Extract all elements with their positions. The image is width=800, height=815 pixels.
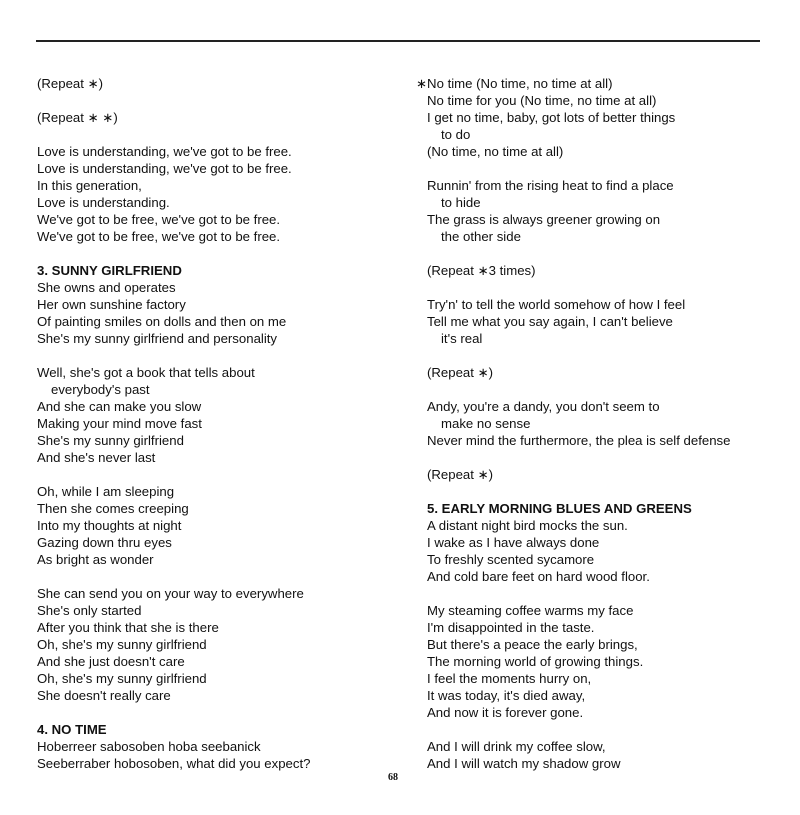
song-title: 4. NO TIME <box>37 722 107 737</box>
lyric-stanza <box>37 75 397 92</box>
lyric-line: Love is understanding, we've got to be free. <box>37 144 292 159</box>
lyric-line: it's real <box>441 331 483 346</box>
lyric-line: Try'n' to tell the world somehow of how I feel <box>427 297 686 312</box>
lyric-line: And I will watch my shadow grow <box>427 756 621 771</box>
lyric-line: She owns and operates <box>37 280 176 295</box>
lyric-line: And she just doesn't care <box>37 654 185 669</box>
lyric-line: Making your mind move fast <box>37 416 202 431</box>
lyric-stanza <box>37 738 397 772</box>
lyric-line: My steaming coffee warms my face <box>427 603 634 618</box>
lyric-line: She's only started <box>37 603 142 618</box>
lyric-line: Tell me what you say again, I can't believe <box>427 314 673 329</box>
lyric-line: And she can make you slow <box>37 399 202 414</box>
lyric-line: to hide <box>441 195 481 210</box>
lyric-line: She can send you on your way to everywhere <box>37 586 304 601</box>
lyric-line: Never mind the furthermore, the plea is self defense <box>427 433 731 448</box>
lyric-line: Andy, you're a dandy, you don't seem to <box>427 399 660 414</box>
lyric-line: And cold bare feet on hard wood floor. <box>427 569 650 584</box>
lyric-stanza <box>416 364 796 381</box>
lyric-line: She doesn't really care <box>37 688 171 703</box>
lyric-stanza <box>416 177 796 245</box>
lyric-line: (Repeat ∗) <box>427 365 494 380</box>
lyric-line: (Repeat ∗) <box>37 76 104 91</box>
lyric-line: the other side <box>441 229 521 244</box>
lyric-line: Oh, while I am sleeping <box>37 484 175 499</box>
lyric-line: In this generation, <box>37 178 142 193</box>
left-column <box>37 75 397 789</box>
lyric-stanza <box>416 602 796 721</box>
lyric-line: Runnin' from the rising heat to find a place <box>427 178 674 193</box>
lyric-line: Well, she's got a book that tells about <box>37 365 255 380</box>
lyric-line: Oh, she's my sunny girlfriend <box>37 637 207 652</box>
lyric-line: The morning world of growing things. <box>427 654 644 669</box>
right-column <box>416 75 796 789</box>
lyric-line: We've got to be free, we've got to be free. <box>37 212 281 227</box>
lyric-line: As bright as wonder <box>37 552 154 567</box>
lyric-line: The grass is always greener growing on <box>427 212 661 227</box>
lyric-line: (No time, no time at all) <box>427 144 564 159</box>
lyric-line: I wake as I have always done <box>427 535 600 550</box>
lyric-line: I get no time, baby, got lots of better things <box>427 110 676 125</box>
lyric-line: to do <box>441 127 471 142</box>
lyric-line: To freshly scented sycamore <box>427 552 595 567</box>
lyric-line: It was today, it's died away, <box>427 688 586 703</box>
lyric-line: She's my sunny girlfriend and personality <box>37 331 278 346</box>
lyric-line: Her own sunshine factory <box>37 297 186 312</box>
lyric-line: And I will drink my coffee slow, <box>427 739 606 754</box>
header-rule <box>36 40 760 42</box>
lyric-line: A distant night bird mocks the sun. <box>427 518 628 533</box>
lyric-line: No time for you (No time, no time at all) <box>427 93 657 108</box>
lyric-line: Love is understanding, we've got to be free. <box>37 161 292 176</box>
lyric-line: We've got to be free, we've got to be free. <box>37 229 281 244</box>
lyric-stanza <box>37 143 397 245</box>
song-title: 3. SUNNY GIRLFRIEND <box>37 263 182 278</box>
lyric-line: (Repeat ∗ ∗) <box>37 110 118 125</box>
lyric-stanza <box>37 279 397 347</box>
lyric-stanza <box>416 738 796 772</box>
lyric-stanza <box>37 109 397 126</box>
lyric-stanza <box>416 398 796 449</box>
lyric-line: And she's never last <box>37 450 156 465</box>
lyric-stanza <box>416 296 796 347</box>
lyric-line: (Repeat ∗) <box>427 467 494 482</box>
lyric-line: Into my thoughts at night <box>37 518 182 533</box>
lyric-stanza <box>416 75 796 160</box>
lyric-line: make no sense <box>441 416 531 431</box>
lyric-line: I feel the moments hurry on, <box>427 671 592 686</box>
lyric-stanza <box>37 364 397 466</box>
lyric-line: Oh, she's my sunny girlfriend <box>37 671 207 686</box>
lyric-line: Hoberreer sabosoben hoba seebanick <box>37 739 261 754</box>
lyric-line: Then she comes creeping <box>37 501 189 516</box>
lyric-stanza <box>416 517 796 585</box>
lyric-stanza <box>37 585 397 704</box>
lyric-line: After you think that she is there <box>37 620 219 635</box>
lyric-line: But there's a peace the early brings, <box>427 637 638 652</box>
lyric-line: And now it is forever gone. <box>427 705 584 720</box>
song-title: 5. EARLY MORNING BLUES AND GREENS <box>427 501 692 516</box>
lyric-stanza <box>37 483 397 568</box>
lyric-line: everybody's past <box>51 382 150 397</box>
lyric-line: ∗No time (No time, no time at all) <box>416 76 613 91</box>
lyric-line: I'm disappointed in the taste. <box>427 620 595 635</box>
lyric-line: Seeberraber hobosoben, what did you expect? <box>37 756 311 771</box>
lyric-line: Of painting smiles on dolls and then on me <box>37 314 287 329</box>
lyric-line: Gazing down thru eyes <box>37 535 172 550</box>
lyric-stanza <box>416 262 796 279</box>
lyric-line: She's my sunny girlfriend <box>37 433 184 448</box>
lyric-stanza <box>416 466 796 483</box>
lyric-line: (Repeat ∗3 times) <box>427 263 536 278</box>
lyric-line: Love is understanding. <box>37 195 170 210</box>
page-number: 68 <box>388 772 398 783</box>
